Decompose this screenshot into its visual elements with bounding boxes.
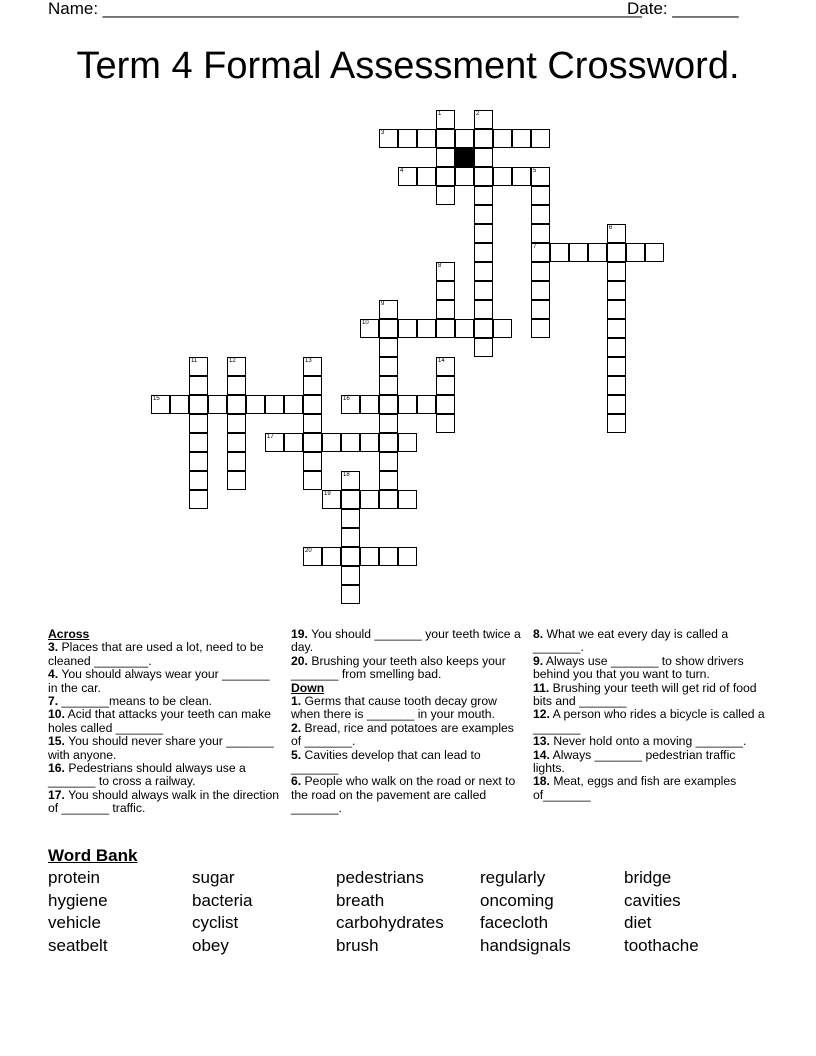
clue-number-label: 18 bbox=[343, 472, 350, 478]
crossword-cell[interactable] bbox=[379, 433, 398, 452]
crossword-cell[interactable] bbox=[303, 547, 322, 566]
crossword-cell[interactable] bbox=[436, 357, 455, 376]
crossword-cell[interactable] bbox=[189, 452, 208, 471]
crossword-cell[interactable] bbox=[645, 243, 664, 262]
word-bank-item: toothache bbox=[624, 935, 699, 955]
clue-item bbox=[533, 749, 765, 776]
crossword-cell[interactable] bbox=[626, 243, 645, 262]
crossword-cell[interactable] bbox=[322, 547, 341, 566]
word-bank-item: bridge bbox=[624, 868, 672, 887]
crossword-cell[interactable] bbox=[474, 300, 493, 319]
clue-item bbox=[48, 789, 280, 816]
clue-text: People who walk on the road or next to the road on the pavement are called _______. bbox=[291, 774, 516, 816]
clue-item bbox=[291, 628, 523, 655]
crossword-cell[interactable] bbox=[436, 148, 455, 167]
clue-text: Never hold onto a moving _______. bbox=[549, 734, 747, 749]
crossword-cell[interactable] bbox=[474, 110, 493, 129]
word-bank-item: brush bbox=[336, 935, 379, 955]
clue-number: 9. bbox=[533, 653, 544, 668]
crossword-cell[interactable] bbox=[322, 433, 341, 452]
crossword-cell[interactable] bbox=[379, 471, 398, 490]
crossword-cell[interactable] bbox=[208, 395, 227, 414]
clue-number: 11. bbox=[533, 680, 550, 695]
word-bank-item: cavities bbox=[624, 890, 681, 910]
clue-number: 5. bbox=[291, 747, 302, 762]
clue-item bbox=[291, 722, 523, 749]
word-bank-item: oncoming bbox=[480, 890, 554, 910]
crossword-cell[interactable] bbox=[493, 129, 512, 148]
crossword-cell[interactable] bbox=[379, 129, 398, 148]
clue-number-label: 3 bbox=[381, 130, 385, 136]
word-bank-item: handsignals bbox=[480, 935, 571, 955]
clue-number: 10. bbox=[48, 707, 65, 722]
crossword-cell[interactable] bbox=[474, 338, 493, 357]
clue-text: Brushing your teeth also keeps your _______ from smelling bad. bbox=[291, 653, 506, 682]
clue-number-label: 4 bbox=[400, 168, 404, 174]
crossword-cell[interactable] bbox=[227, 471, 246, 490]
crossword-cell[interactable] bbox=[303, 376, 322, 395]
clue-number-label: 16 bbox=[343, 396, 350, 402]
clue-number: 1. bbox=[291, 694, 302, 709]
crossword-cell[interactable] bbox=[417, 319, 436, 338]
word-bank-item: sugar bbox=[192, 868, 235, 887]
clue-text: Meat, eggs and fish are examples of_______ bbox=[533, 774, 737, 802]
clue-number-label: 1 bbox=[438, 111, 442, 117]
word-bank-item: carbohydrates bbox=[336, 913, 444, 932]
clue-number: 8. bbox=[533, 627, 544, 641]
crossword-cell[interactable] bbox=[322, 490, 341, 509]
word-bank-item: cyclist bbox=[192, 913, 239, 932]
clue-text: Acid that attacks your teeth can make holes called _______ bbox=[48, 707, 271, 735]
crossword-cell[interactable] bbox=[436, 281, 455, 300]
clue-number-label: 17 bbox=[267, 434, 274, 440]
crossword-cell[interactable] bbox=[379, 414, 398, 433]
clue-text: Pedestrians should always use a _______ to cross a railway. bbox=[48, 761, 246, 789]
clue-item bbox=[48, 695, 280, 708]
clue-item bbox=[291, 695, 523, 722]
crossword-cell[interactable] bbox=[341, 471, 360, 490]
clue-text: You should _______ your teeth twice a day. bbox=[291, 627, 521, 655]
clue-text: Always use _______ to show drivers behind you that you want to turn. bbox=[533, 653, 744, 682]
word-bank-item: obey bbox=[192, 935, 229, 955]
crossword-cell[interactable] bbox=[607, 262, 626, 281]
crossword-cell[interactable] bbox=[436, 414, 455, 433]
clue-number: 19. bbox=[291, 627, 308, 641]
crossword-cell[interactable] bbox=[379, 547, 398, 566]
clue-item bbox=[533, 682, 765, 709]
crossword-cell[interactable] bbox=[303, 452, 322, 471]
crossword-cell[interactable] bbox=[417, 395, 436, 414]
crossword-cell[interactable] bbox=[341, 566, 360, 585]
clue-item bbox=[533, 655, 765, 682]
clues-column-3 bbox=[533, 628, 765, 802]
crossword-cell[interactable] bbox=[379, 452, 398, 471]
clue-item bbox=[291, 655, 523, 682]
clue-text: You should always wear your _______ in the car. bbox=[48, 667, 270, 695]
clue-number: 16. bbox=[48, 761, 65, 776]
word-bank-item: breath bbox=[336, 890, 385, 910]
crossword-cell[interactable] bbox=[398, 433, 417, 452]
crossword-cell[interactable] bbox=[284, 433, 303, 452]
crossword-cell[interactable] bbox=[341, 395, 360, 414]
crossword-cell[interactable] bbox=[189, 376, 208, 395]
crossword-cell[interactable] bbox=[607, 357, 626, 376]
crossword-cell[interactable] bbox=[417, 167, 436, 186]
crossword-cell[interactable] bbox=[474, 243, 493, 262]
crossword-cell[interactable] bbox=[455, 129, 474, 148]
crossword-cell[interactable] bbox=[569, 243, 588, 262]
crossword-cell[interactable] bbox=[379, 357, 398, 376]
crossword-cell[interactable] bbox=[379, 338, 398, 357]
date-line: Date: _______ bbox=[627, 0, 739, 18]
crossword-cell[interactable] bbox=[170, 395, 189, 414]
crossword-cell[interactable] bbox=[341, 585, 360, 604]
clue-number: 12. bbox=[533, 707, 550, 722]
crossword-cell[interactable] bbox=[531, 129, 550, 148]
word-bank-item: bacteria bbox=[192, 890, 253, 910]
crossword-cell[interactable] bbox=[531, 262, 550, 281]
clue-heading: Across bbox=[48, 627, 90, 641]
crossword-cell[interactable] bbox=[151, 395, 170, 414]
clue-number-label: 5 bbox=[533, 168, 537, 174]
crossword-cell[interactable] bbox=[474, 262, 493, 281]
crossword-cell[interactable] bbox=[531, 205, 550, 224]
crossword-cell[interactable] bbox=[436, 376, 455, 395]
clue-item bbox=[48, 708, 280, 735]
clue-text: You should always walk in the direction of _______ traffic. bbox=[48, 787, 280, 816]
word-bank-item: seatbelt bbox=[48, 935, 108, 955]
name-line: Name: _________________________________________________________ bbox=[48, 0, 642, 18]
clue-text: What we eat every day is called a _______. bbox=[533, 627, 729, 655]
crossword-cell[interactable] bbox=[436, 129, 455, 148]
crossword-cell[interactable] bbox=[607, 319, 626, 338]
crossword-cell[interactable] bbox=[227, 414, 246, 433]
crossword-cell[interactable] bbox=[398, 490, 417, 509]
word-bank-item: pedestrians bbox=[336, 868, 424, 887]
crossword-cell[interactable] bbox=[379, 376, 398, 395]
crossword-cell[interactable] bbox=[474, 148, 493, 167]
clue-number: 7. bbox=[48, 694, 59, 709]
clue-number-label: 15 bbox=[153, 396, 160, 402]
word-bank-item: protein bbox=[48, 868, 100, 887]
crossword-cell[interactable] bbox=[303, 433, 322, 452]
clue-item bbox=[533, 628, 765, 655]
crossword-cell[interactable] bbox=[227, 357, 246, 376]
crossword-block bbox=[455, 148, 474, 167]
clue-item bbox=[291, 775, 523, 815]
clue-number-label: 12 bbox=[229, 358, 236, 364]
crossword-cell[interactable] bbox=[360, 395, 379, 414]
crossword-cell[interactable] bbox=[531, 186, 550, 205]
crossword-cell[interactable] bbox=[189, 357, 208, 376]
crossword-cell[interactable] bbox=[303, 414, 322, 433]
word-bank-title: Word Bank bbox=[48, 846, 138, 865]
clue-number: 4. bbox=[48, 667, 59, 682]
crossword-cell[interactable] bbox=[531, 224, 550, 243]
crossword-cell[interactable] bbox=[227, 452, 246, 471]
word-bank-item: diet bbox=[624, 913, 652, 932]
crossword-cell[interactable] bbox=[474, 205, 493, 224]
clue-number-label: 6 bbox=[609, 225, 613, 231]
clues-column-2 bbox=[291, 628, 523, 816]
clue-number: 2. bbox=[291, 720, 302, 735]
crossword-cell[interactable] bbox=[227, 433, 246, 452]
clue-number: 3. bbox=[48, 640, 59, 655]
clue-number: 14. bbox=[533, 747, 550, 762]
crossword-cell[interactable] bbox=[398, 395, 417, 414]
crossword-cell[interactable] bbox=[474, 224, 493, 243]
crossword-cell[interactable] bbox=[455, 319, 474, 338]
clue-number-label: 7 bbox=[533, 244, 537, 250]
clue-text: You should never share your _______ with anyone. bbox=[48, 734, 274, 762]
crossword-cell[interactable] bbox=[189, 433, 208, 452]
crossword-cell[interactable] bbox=[436, 319, 455, 338]
clue-text: Bread, rice and potatoes are examples of _______. bbox=[291, 720, 514, 749]
clue-text: Germs that cause tooth decay grow when there is _______ in your mouth. bbox=[291, 694, 497, 722]
crossword-cell[interactable] bbox=[379, 395, 398, 414]
clue-text: A person who rides a bicycle is called a _______ bbox=[533, 707, 765, 735]
clue-number-label: 14 bbox=[438, 358, 445, 364]
clue-text: Places that are used a lot, need to be cleaned ________. bbox=[48, 640, 264, 668]
clue-number: 20. bbox=[291, 653, 308, 668]
crossword-cell[interactable] bbox=[474, 186, 493, 205]
clue-text: Always _______ pedestrian traffic lights. bbox=[533, 747, 736, 776]
crossword-cell[interactable] bbox=[493, 319, 512, 338]
clue-item bbox=[533, 708, 765, 735]
clue-item bbox=[533, 735, 765, 748]
clue-text: Brushing your teeth will get rid of food bits and _______ bbox=[533, 680, 757, 709]
clue-item bbox=[48, 641, 280, 668]
crossword-cell[interactable] bbox=[607, 243, 626, 262]
crossword-cell[interactable] bbox=[493, 167, 512, 186]
crossword-cell[interactable] bbox=[436, 186, 455, 205]
crossword-cell[interactable] bbox=[379, 490, 398, 509]
crossword-cell[interactable] bbox=[607, 395, 626, 414]
crossword-cell[interactable] bbox=[531, 281, 550, 300]
crossword-cell[interactable] bbox=[531, 243, 550, 262]
crossword-cell[interactable] bbox=[341, 547, 360, 566]
crossword-cell[interactable] bbox=[436, 395, 455, 414]
word-bank-item: vehicle bbox=[48, 913, 101, 932]
clue-number-label: 11 bbox=[191, 358, 198, 364]
clue-number-label: 20 bbox=[305, 548, 312, 554]
crossword-cell[interactable] bbox=[398, 319, 417, 338]
crossword-cell[interactable] bbox=[398, 167, 417, 186]
crossword-cell[interactable] bbox=[531, 300, 550, 319]
crossword-cell[interactable] bbox=[607, 376, 626, 395]
crossword-cell[interactable] bbox=[189, 471, 208, 490]
clue-item bbox=[48, 762, 280, 789]
crossword-cell[interactable] bbox=[474, 167, 493, 186]
clue-number-label: 9 bbox=[381, 301, 385, 307]
crossword-cell[interactable] bbox=[379, 319, 398, 338]
clue-heading: Down bbox=[291, 680, 325, 695]
clue-number-label: 2 bbox=[476, 111, 480, 117]
word-bank-item: facecloth bbox=[480, 913, 549, 932]
crossword-cell[interactable] bbox=[227, 376, 246, 395]
clue-number-label: 19 bbox=[324, 491, 331, 497]
crossword-cell[interactable] bbox=[227, 395, 246, 414]
crossword-cell[interactable] bbox=[474, 129, 493, 148]
crossword-cell[interactable] bbox=[474, 319, 493, 338]
crossword-cell[interactable] bbox=[303, 471, 322, 490]
crossword-cell[interactable] bbox=[607, 300, 626, 319]
clue-number: 15. bbox=[48, 734, 65, 749]
clue-number-label: 13 bbox=[305, 358, 312, 364]
crossword-cell[interactable] bbox=[379, 300, 398, 319]
crossword-cell[interactable] bbox=[246, 395, 265, 414]
clue-text: _______means to be clean. bbox=[58, 694, 212, 709]
crossword-cell[interactable] bbox=[189, 395, 208, 414]
crossword-cell[interactable] bbox=[512, 167, 531, 186]
clue-number: 6. bbox=[291, 774, 302, 789]
crossword-cell[interactable] bbox=[588, 243, 607, 262]
crossword-cell[interactable] bbox=[455, 167, 474, 186]
crossword-cell[interactable] bbox=[303, 357, 322, 376]
crossword-cell[interactable] bbox=[360, 490, 379, 509]
clue-item bbox=[48, 668, 280, 695]
crossword-cell[interactable] bbox=[341, 433, 360, 452]
clue-item bbox=[48, 735, 280, 762]
clue-number: 13. bbox=[533, 734, 550, 749]
crossword-cell[interactable] bbox=[531, 167, 550, 186]
clues-column-1 bbox=[48, 628, 280, 816]
crossword-cell[interactable] bbox=[417, 129, 436, 148]
word-bank-item: hygiene bbox=[48, 890, 108, 910]
crossword-cell[interactable] bbox=[512, 129, 531, 148]
crossword-cell[interactable] bbox=[550, 243, 569, 262]
clue-number-label: 8 bbox=[438, 263, 442, 269]
clue-number-label: 10 bbox=[362, 320, 369, 326]
crossword-cell[interactable] bbox=[607, 338, 626, 357]
crossword-cell[interactable] bbox=[398, 129, 417, 148]
clue-text: Cavities develop that can lead to _______ bbox=[291, 747, 481, 776]
crossword-cell[interactable] bbox=[436, 300, 455, 319]
word-bank-item: regularly bbox=[480, 868, 546, 887]
crossword-cell[interactable] bbox=[189, 414, 208, 433]
crossword-cell[interactable] bbox=[341, 528, 360, 547]
crossword-cell[interactable] bbox=[303, 395, 322, 414]
crossword-cell[interactable] bbox=[341, 490, 360, 509]
crossword-cell[interactable] bbox=[360, 319, 379, 338]
crossword-cell[interactable] bbox=[265, 395, 284, 414]
crossword-cell[interactable] bbox=[607, 281, 626, 300]
crossword-cell[interactable] bbox=[607, 414, 626, 433]
crossword-cell[interactable] bbox=[607, 224, 626, 243]
crossword-cell[interactable] bbox=[436, 167, 455, 186]
clue-item bbox=[533, 775, 765, 802]
crossword-cell[interactable] bbox=[189, 490, 208, 509]
crossword-cell[interactable] bbox=[360, 547, 379, 566]
clue-number: 17. bbox=[48, 787, 65, 802]
crossword-cell[interactable] bbox=[284, 395, 303, 414]
crossword-cell[interactable] bbox=[360, 433, 379, 452]
crossword-cell[interactable] bbox=[531, 319, 550, 338]
crossword-cell[interactable] bbox=[474, 281, 493, 300]
crossword-cell[interactable] bbox=[265, 433, 284, 452]
crossword-cell[interactable] bbox=[436, 110, 455, 129]
crossword-cell[interactable] bbox=[436, 262, 455, 281]
crossword-cell[interactable] bbox=[398, 547, 417, 566]
crossword-cell[interactable] bbox=[341, 509, 360, 528]
page-title: Term 4 Formal Assessment Crossword. bbox=[76, 45, 740, 87]
clue-item bbox=[291, 749, 523, 776]
clue-number: 18. bbox=[533, 774, 550, 789]
